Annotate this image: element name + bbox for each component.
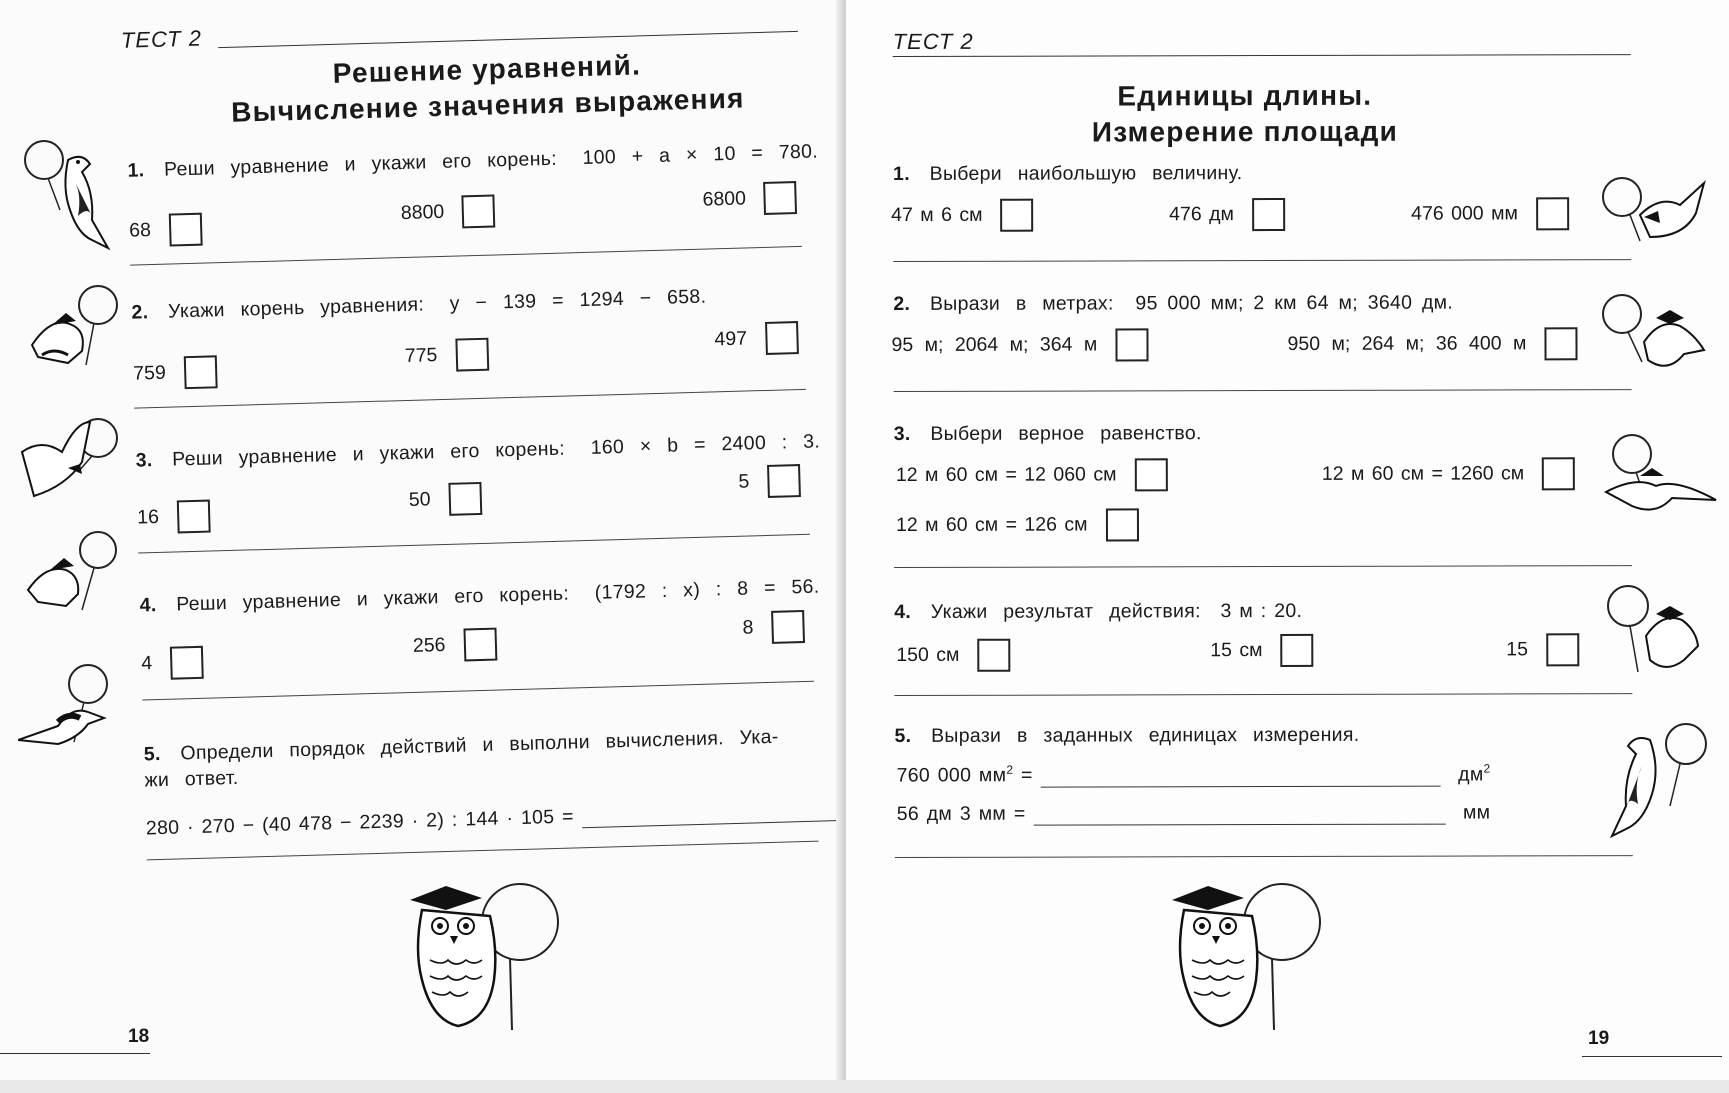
right-page: [846, 0, 1729, 1080]
answer-checkbox[interactable]: [1252, 198, 1285, 231]
task-expression: 160 × b = 2400 : 3.: [590, 430, 821, 459]
option-label: 15 см: [1210, 639, 1263, 662]
answer-checkbox[interactable]: [1281, 634, 1314, 667]
task-number: 2.: [131, 301, 149, 324]
option-label: 476 000 мм: [1411, 202, 1518, 225]
task-text: Реши уравнение и укажи его корень:: [163, 147, 558, 181]
answer-option[interactable]: [141, 646, 204, 681]
answer-option[interactable]: [400, 194, 495, 230]
answer-checkbox[interactable]: [1536, 197, 1569, 230]
task-text-continued: жи ответ.: [144, 766, 239, 792]
swallow-balloon-illustration: [1600, 432, 1720, 532]
option-label: 5: [738, 470, 750, 493]
task-expression: (1792 : x) : 8 = 56.: [594, 575, 820, 604]
answer-option[interactable]: [742, 610, 805, 645]
option-label: 4: [141, 652, 153, 675]
answer-option[interactable]: [896, 458, 1168, 492]
left-task-5: [143, 723, 816, 794]
separator: [142, 681, 814, 701]
answer-checkbox[interactable]: [448, 482, 482, 516]
answer-checkbox[interactable]: [462, 194, 496, 228]
option-label: 8: [742, 616, 754, 639]
separator: [147, 841, 819, 861]
footer-rule: [1582, 1056, 1722, 1057]
answer-checkbox[interactable]: [765, 321, 799, 355]
answer-checkbox[interactable]: [463, 628, 497, 662]
right-task-1: [893, 162, 1242, 186]
page-number-left: 18: [128, 1026, 150, 1047]
answer-option[interactable]: [896, 639, 1010, 672]
option-label: 47 м 6 см: [891, 203, 983, 227]
left-title-line1: Решение уравнений.: [332, 49, 642, 89]
answer-checkbox[interactable]: [183, 355, 217, 389]
option-label: 476 дм: [1169, 203, 1234, 226]
left-task-2: [131, 286, 706, 325]
task-expression: 95 000 мм; 2 км 64 м; 3640 дм.: [1135, 291, 1454, 315]
separator: [130, 246, 802, 266]
answer-option[interactable]: [891, 328, 1148, 362]
right-task-5: [894, 724, 1359, 748]
option-label: 95 м; 2064 м; 364 м: [891, 333, 1098, 357]
task-text: Реши уравнение и укажи его корень:: [171, 437, 566, 471]
answer-option[interactable]: [1411, 197, 1569, 230]
equals-sign: =: [1013, 764, 1033, 787]
answer-checkbox[interactable]: [1542, 457, 1575, 490]
woodpecker-balloon-illustration: [18, 140, 118, 260]
option-label: 50: [408, 488, 431, 511]
option-label: 16: [136, 505, 160, 529]
answer-option[interactable]: [1169, 198, 1285, 231]
answer-checkbox[interactable]: [1000, 199, 1033, 232]
flying-bird-balloon-illustration: [1600, 165, 1710, 255]
option-label: 68: [128, 219, 152, 242]
answer-option[interactable]: [896, 508, 1139, 542]
task-expression: 280 · 270 − (40 478 − 2239 · 2) : 144 · 105 =: [145, 805, 575, 840]
separator: [894, 693, 1632, 696]
task-text: Вырази в метрах:: [929, 292, 1114, 315]
right-title-line2: Измерение площади: [1091, 115, 1399, 148]
option-label: 950 м; 264 м; 36 400 м: [1287, 332, 1527, 355]
answer-checkbox[interactable]: [764, 181, 798, 215]
answer-checkbox[interactable]: [455, 338, 489, 372]
task-text: Вырази в заданных единицах измерения.: [931, 723, 1360, 747]
answer-line[interactable]: [1040, 765, 1440, 787]
answer-checkbox[interactable]: [771, 610, 805, 644]
answer-option[interactable]: [404, 338, 488, 373]
task-expression: 100 + a × 10 = 780.: [582, 140, 819, 169]
answer-option[interactable]: [1506, 633, 1579, 666]
left-task-3: [135, 430, 820, 472]
option-label: 775: [404, 344, 438, 368]
separator: [895, 855, 1633, 858]
owl-graduate-illustration: [1162, 880, 1322, 1040]
exponent: 2: [1483, 761, 1491, 776]
task-text: Выбери верное равенство.: [930, 422, 1202, 445]
task-expression: 3 м : 20.: [1220, 599, 1303, 623]
flying-bird-balloon-illustration: [18, 412, 118, 502]
answer-checkbox[interactable]: [767, 464, 801, 498]
conversion-value: 56 дм 3 мм =: [896, 802, 1026, 826]
left-page: [0, 0, 842, 1080]
answer-checkbox[interactable]: [977, 639, 1010, 672]
swallow-balloon-illustration: [18, 660, 118, 755]
answer-option[interactable]: [133, 355, 217, 390]
right-title: [945, 77, 1545, 151]
option-label: 12 м 60 см = 12 060 см: [895, 463, 1117, 487]
header-rule: [893, 54, 1631, 57]
target-unit: мм: [1462, 801, 1491, 824]
task-number: 3.: [135, 449, 153, 472]
answer-checkbox[interactable]: [1134, 458, 1167, 491]
left-task-5-expression: [146, 798, 840, 840]
task-text: Реши уравнение и укажи его корень:: [175, 582, 570, 616]
left-test-header: ТЕСТ 2: [120, 25, 203, 53]
task-number: 4.: [894, 600, 912, 624]
left-task-4: [139, 576, 819, 618]
answer-option[interactable]: [408, 482, 482, 517]
answer-checkbox[interactable]: [170, 646, 204, 680]
task-text: Укажи корень уравнения:: [167, 293, 425, 323]
conversion-line-1: [897, 761, 1491, 787]
left-title-line2: Вычисление значения выражения: [230, 82, 745, 128]
task-expression: y − 139 = 1294 − 658.: [449, 285, 707, 315]
answer-option[interactable]: [1287, 327, 1577, 361]
option-label: 12 м 60 см = 1260 см: [1321, 462, 1525, 485]
option-label: 12 м 60 см = 126 см: [895, 513, 1088, 537]
separator: [893, 259, 1631, 262]
task-text: Выбери наибольшую величину.: [929, 162, 1243, 185]
footer-rule: [0, 1053, 150, 1054]
answer-option[interactable]: [738, 464, 801, 499]
separator: [138, 534, 810, 554]
option-label: 150 см: [896, 643, 960, 667]
bird-graduate-balloon-illustration: [1600, 292, 1710, 382]
task-number: 1.: [893, 162, 910, 186]
right-task-4: [894, 600, 1302, 624]
task-text: Укажи результат действия:: [930, 600, 1201, 623]
conversion-line-2: [897, 801, 1491, 826]
answer-line[interactable]: [581, 800, 839, 828]
task-number: 4.: [139, 594, 157, 617]
task-number: 3.: [893, 422, 911, 446]
left-title: [186, 43, 788, 132]
answer-checkbox[interactable]: [1546, 633, 1579, 666]
task-number: 5.: [894, 724, 912, 748]
option-label: 8800: [400, 200, 445, 225]
answer-option[interactable]: [129, 213, 203, 248]
option-label: 497: [714, 327, 748, 351]
task-number: 1.: [127, 159, 145, 182]
right-test-header: ТЕСТ 2: [892, 28, 974, 55]
answer-option[interactable]: [137, 500, 211, 535]
right-title-line1: Единицы длины.: [1117, 79, 1373, 112]
target-unit: дм: [1458, 762, 1484, 786]
answer-option[interactable]: [412, 628, 496, 663]
answer-checkbox[interactable]: [1105, 508, 1138, 541]
bird-balloon-illustration: [22, 530, 122, 620]
answer-checkbox[interactable]: [176, 500, 210, 534]
answer-option[interactable]: [1322, 457, 1575, 491]
option-label: 759: [132, 361, 167, 385]
separator: [134, 389, 806, 409]
owl-graduate-illustration: [400, 880, 560, 1040]
conversion-value: 760 000 мм: [896, 764, 1007, 787]
option-label: 15: [1506, 638, 1529, 661]
answer-checkbox[interactable]: [1115, 328, 1148, 361]
task-number: 5.: [143, 743, 162, 766]
answer-line[interactable]: [1033, 804, 1445, 826]
separator: [894, 389, 1632, 392]
page-number-right: 19: [1588, 1028, 1610, 1049]
separator: [894, 565, 1632, 568]
left-task-1: [127, 140, 818, 182]
option-label: 6800: [702, 187, 747, 211]
answer-option[interactable]: [714, 321, 798, 356]
task-text: Определи порядок действий и выполни вычисления. Ука-: [180, 725, 779, 765]
option-label: 256: [412, 634, 446, 657]
task-number: 2.: [893, 292, 911, 316]
exponent: 2: [1006, 762, 1014, 777]
right-task-3: [894, 422, 1202, 446]
answer-option[interactable]: [891, 199, 1033, 232]
answer-option[interactable]: [1210, 634, 1313, 667]
woodpecker-balloon-illustration: [1610, 720, 1720, 850]
answer-checkbox[interactable]: [1544, 327, 1577, 360]
bird-balloon-illustration: [22, 285, 122, 385]
right-task-2: [893, 292, 1453, 316]
bird-graduate-balloon-illustration: [1600, 580, 1710, 680]
answer-option[interactable]: [702, 181, 797, 217]
answer-checkbox[interactable]: [168, 213, 202, 247]
